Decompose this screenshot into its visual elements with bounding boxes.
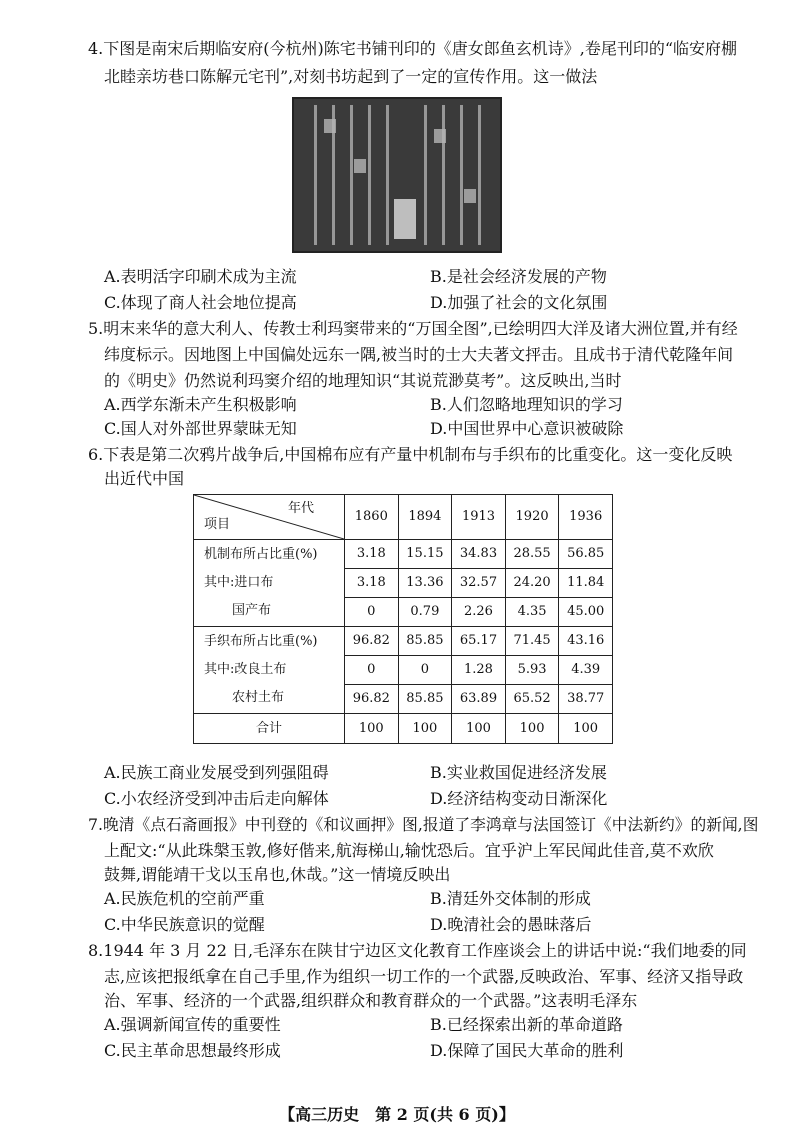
q8-option-b: B.已经探索出新的革命道路 [430, 1015, 623, 1034]
table-cell: 28.55 [513, 546, 551, 561]
table-cell: 65.52 [506, 684, 559, 713]
table-cell: 1.28 [452, 655, 505, 684]
year-header: 1860 [345, 495, 399, 540]
table-cell: 4.39 [559, 655, 612, 684]
table-cell: 63.89 [452, 684, 505, 713]
q7-line-3: 鼓舞,谓能靖干戈以玉帛也,休哉。”这一情境反映出 [104, 865, 451, 884]
q7-line-2: 上配文:“从此珠槃玉敦,修好偕来,航海梯山,输忱恐后。宜乎沪上军民闻此佳音,莫不欢欣 [104, 841, 714, 860]
table-cell: 3.18 [345, 568, 398, 597]
table-cell: 24.20 [506, 568, 559, 597]
q4-option-c: C.体现了商人社会地位提高 [104, 293, 297, 312]
table-cell: 11.84 [559, 568, 612, 597]
machine-cloth-labels [194, 540, 345, 627]
table-header-corner [194, 495, 345, 540]
table-cell: 85.85 [399, 684, 452, 713]
row-label: 机制布所占比重(%) [204, 547, 318, 562]
table-cell: 96.82 [352, 633, 390, 648]
q5-line-2: 纬度标示。因地图上中国偏处远东一隅,被当时的士大夫著文抨击。且成书于清代乾隆年间 [104, 345, 734, 364]
q5-option-b: B.人们忽略地理知识的学习 [430, 395, 623, 414]
year-header: 1936 [559, 495, 613, 540]
header-year-label: 年代 [287, 501, 314, 516]
table-cell: 65.17 [459, 633, 498, 648]
year-header: 1894 [398, 495, 452, 540]
table-cell: 2.26 [452, 597, 505, 626]
year-header: 1920 [505, 495, 559, 540]
q4-option-b: B.是社会经济发展的产物 [430, 267, 607, 286]
row-label: 其中:改良土布 [204, 662, 287, 677]
table-cell: 100 [452, 714, 506, 744]
table-cell: 85.85 [406, 633, 444, 648]
table-cell: 15.15 [406, 546, 444, 561]
page-footer: 【高三历史 第 2 页(共 6 页)】 [279, 1105, 515, 1124]
row-label: 国产布 [232, 603, 272, 618]
table-cell: 96.82 [345, 684, 398, 713]
q5-line-1: 5.明末来华的意大利人、传教士利玛窦带来的“万国全图”,已绘明四大洋及诸大洲位置,并有经 [88, 319, 738, 338]
table-cell: 34.83 [459, 546, 498, 561]
table-cell: 13.36 [399, 568, 452, 597]
q7-option-c: C.中华民族意识的觉醒 [104, 915, 265, 934]
table-cell: 100 [345, 714, 399, 744]
table-cell: 38.77 [559, 684, 612, 713]
q4-line-2: 北睦亲坊巷口陈解元宅刊”,对刻书坊起到了一定的宣传作用。这一做法 [104, 67, 598, 86]
q5-option-a: A.西学东渐未产生积极影响 [104, 395, 297, 414]
q8-line-2: 志,应该把报纸拿在自己手里,作为组织一切工作的一个武器,反映政治、军事、经济又指导政 [104, 967, 744, 986]
q5-line-3: 的《明史》仍然说利玛窦介绍的地理知识“其说荒渺莫考”。这反映出,当时 [104, 371, 622, 390]
q4-option-a: A.表明活字印刷术成为主流 [104, 267, 297, 286]
row-label: 农村土布 [232, 690, 285, 705]
q6-option-b: B.实业救国促进经济发展 [430, 763, 607, 782]
year-header: 1913 [452, 495, 506, 540]
q6-option-d: D.经济结构变动日渐深化 [430, 789, 608, 808]
q4-option-d: D.加强了社会的文化氛围 [430, 293, 608, 312]
row-label: 手织布所占比重(%) [204, 634, 318, 649]
q7-option-b: B.清廷外交体制的形成 [430, 889, 591, 908]
table-cell: 71.45 [513, 633, 551, 648]
q8-option-a: A.强调新闻宣传的重要性 [104, 1015, 281, 1034]
table-cell: 0.79 [399, 597, 452, 626]
cotton-cloth-table [193, 494, 613, 744]
table-cell: 4.35 [506, 597, 559, 626]
woodblock-print-image [292, 97, 502, 253]
table-cell: 56.85 [567, 546, 605, 561]
table-cell: 43.16 [567, 633, 605, 648]
q8-option-c: C.民主革命思想最终形成 [104, 1041, 281, 1060]
q7-line-1: 7.晚清《点石斋画报》中刊登的《和议画押》图,报道了李鸿章与法国签订《中法新约》的新闻,图 [88, 815, 759, 834]
table-cell: 0 [345, 655, 398, 684]
q6-option-c: C.小农经济受到冲击后走向解体 [104, 789, 329, 808]
table-cell: 32.57 [452, 568, 505, 597]
q5-option-d: D.中国世界中心意识被破除 [430, 419, 624, 438]
q4-line-1: 4.下图是南宋后期临安府(今杭州)陈宅书铺刊印的《唐女郎鱼玄机诗》,卷尾刊印的“临安府棚 [88, 39, 738, 58]
table-cell: 3.18 [356, 546, 386, 561]
header-item-label: 项目 [204, 517, 231, 532]
q8-line-3: 治、军事、经济的一个武器,组织群众和教育群众的一个武器。”这表明毛泽东 [104, 991, 638, 1010]
table-cell: 100 [505, 714, 559, 744]
table-cell: 100 [398, 714, 452, 744]
table-cell: 5.93 [506, 655, 559, 684]
table-cell: 45.00 [559, 597, 612, 626]
q7-option-d: D.晚清社会的愚昧落后 [430, 915, 592, 934]
q5-option-c: C.国人对外部世界蒙昧无知 [104, 419, 297, 438]
q7-option-a: A.民族危机的空前严重 [104, 889, 265, 908]
q8-line-1: 8.1944 年 3 月 22 日,毛泽东在陕甘宁边区文化教育工作座谈会上的讲话中说:“我们地委的同 [88, 941, 747, 960]
row-label: 其中:进口布 [204, 575, 274, 590]
q6-line-2: 出近代中国 [104, 469, 185, 488]
q8-option-d: D.保障了国民大革命的胜利 [430, 1041, 624, 1060]
hand-cloth-labels [194, 627, 345, 714]
table-cell: 100 [559, 714, 613, 744]
q6-option-a: A.民族工商业发展受到列强阻碍 [104, 763, 329, 782]
table-cell: 0 [345, 597, 398, 626]
total-label: 合计 [194, 714, 345, 744]
table-cell: 0 [399, 655, 452, 684]
q6-line-1: 6.下表是第二次鸦片战争后,中国棉布应有产量中机制布与手织布的比重变化。这一变化反映 [88, 445, 733, 464]
